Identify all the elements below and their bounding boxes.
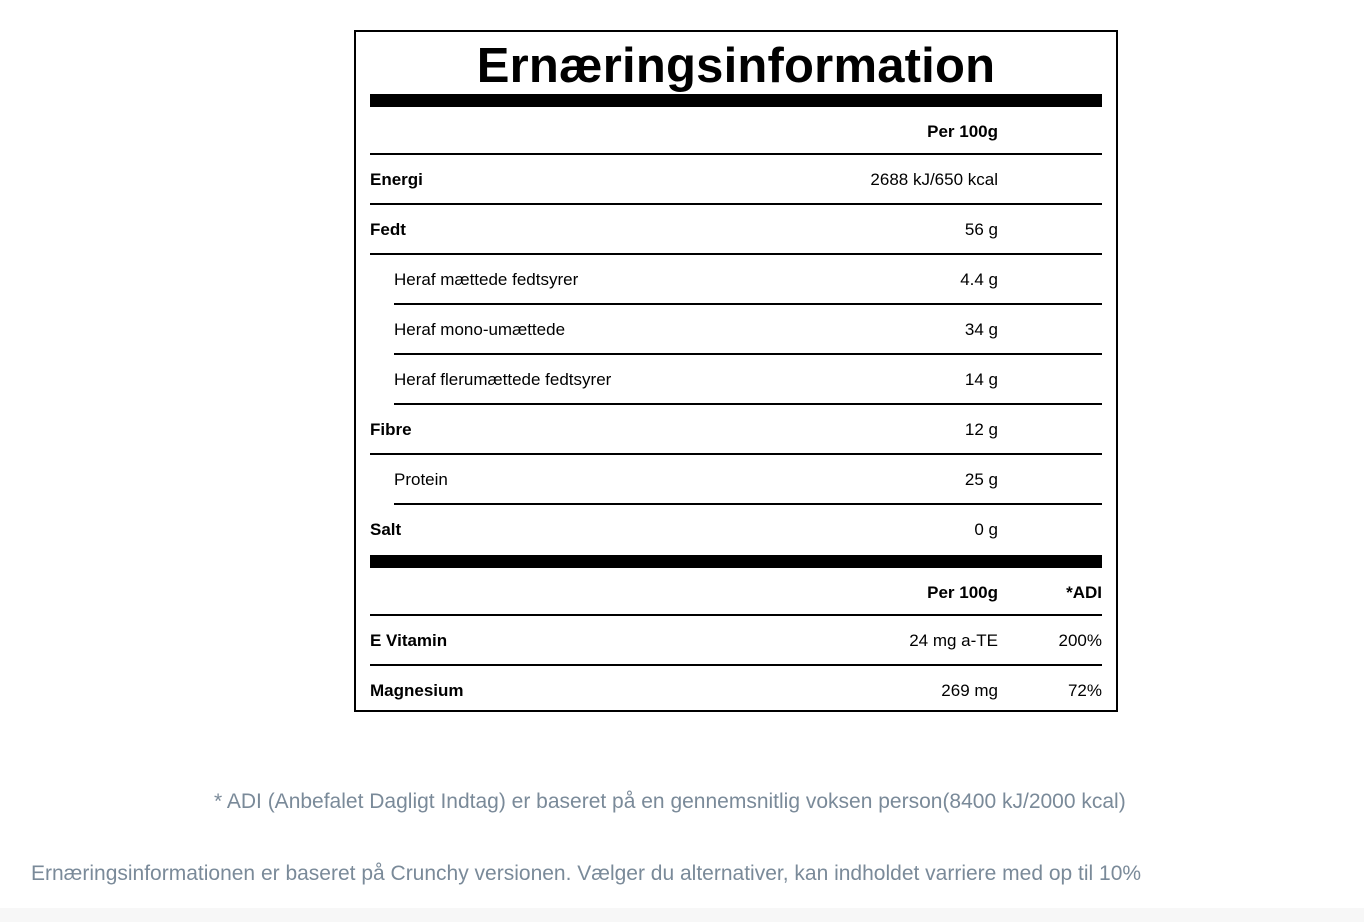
table-row-fibre [370,405,1102,455]
table-row-fedt [370,205,1102,255]
table-row-salt [370,505,1102,555]
row-name: Magnesium [370,681,464,700]
row-name: Fibre [370,420,412,439]
row-per-value: 56 g [964,220,998,239]
row-per-value: 14 g [964,370,998,389]
table-row-energi [370,155,1102,205]
thick-divider-top [370,94,1102,107]
row-name: Salt [370,520,402,539]
table-row-maettede [394,255,1102,305]
row-name: Energi [370,170,423,189]
adi-footnote: * ADI (Anbefalet Dagligt Indtag) er baseret på en gennemsnitlig voksen person(8400 kJ/2000 kcal) [214,790,1126,813]
row-adi-value: 200% [1058,631,1102,650]
row-name: E Vitamin [370,631,448,650]
table-header-row [370,107,1102,155]
adi-header: *ADI [1066,583,1102,602]
table-row-magnesium [370,666,1102,716]
row-per-value: 34 g [964,320,998,339]
label-title: Ernæringsinformation [476,39,996,93]
per-100g-header: Per 100g [927,583,998,602]
per-100g-header: Per 100g [927,122,998,141]
row-per-value: 12 g [964,420,998,439]
crunchy-version-note: Ernæringsinformationen er baseret på Crunchy versionen. Vælger du alternativer, kan indholdet varriere med op til 10% [31,862,1142,885]
table-header-row-adi [370,568,1102,616]
row-name: Protein [394,470,448,489]
row-per-value: 24 mg a-TE [909,631,998,650]
row-name: Heraf mono-umættede [394,320,566,339]
row-per-value: 269 mg [941,681,998,700]
row-per-value: 4.4 g [960,270,998,289]
nutrition-label [354,30,1118,712]
row-name: Heraf flerumættede fedtsyrer [394,370,612,389]
bottom-strip [0,908,1364,922]
row-adi-value: 72% [1067,681,1102,700]
row-name: Heraf mættede fedtsyrer [394,270,579,289]
row-per-value: 25 g [964,470,998,489]
row-per-value: 2688 kJ/650 kcal [870,170,998,189]
table-row-protein [394,455,1102,505]
table-row-mono-umaettede [394,305,1102,355]
table-row-e-vitamin [370,616,1102,666]
thick-divider-middle [370,555,1102,568]
row-name: Fedt [370,220,406,239]
table-row-flerumaettede [394,355,1102,405]
row-per-value: 0 g [974,520,998,539]
